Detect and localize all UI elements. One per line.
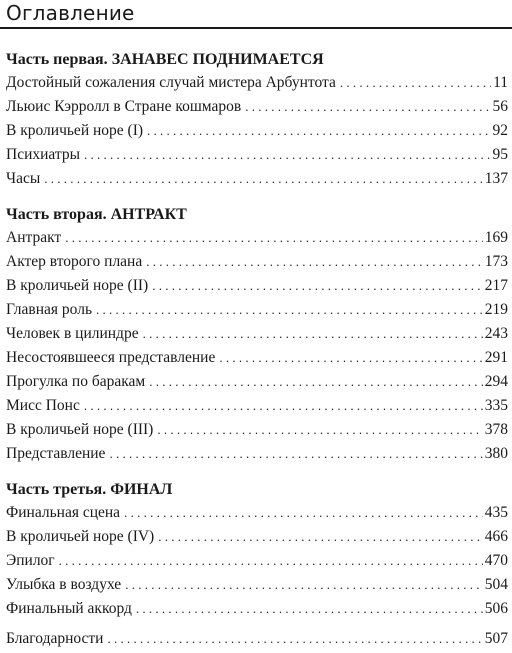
entry-page: 243 <box>484 325 508 342</box>
dot-leader <box>107 629 482 648</box>
entry-page: 435 <box>484 504 508 521</box>
toc-entry[interactable] <box>6 121 508 145</box>
toc-entry[interactable] <box>6 599 508 623</box>
entry-title: Антракт <box>6 229 62 246</box>
toc-entry[interactable] <box>6 348 508 372</box>
dot-leader <box>84 145 490 164</box>
dot-leader <box>65 228 483 247</box>
entry-title: Благодарности <box>6 630 104 647</box>
part-label: Часть третья. <box>6 481 107 498</box>
dot-leader <box>158 527 483 546</box>
entry-title: Достойный сожаления случай мистера Арбунтота <box>6 74 336 91</box>
entry-title: Льюис Кэрролл в Стране кошмаров <box>6 98 242 115</box>
dot-leader <box>124 503 483 522</box>
toc-entry[interactable] <box>6 228 508 252</box>
toc-entry[interactable] <box>6 73 508 97</box>
entry-page: 217 <box>484 277 508 294</box>
toc-entry[interactable] <box>6 276 508 300</box>
entry-title: В кроличьей норе (IV) <box>6 528 155 545</box>
dot-leader <box>109 444 482 463</box>
part-name: ЗАНАВЕС ПОДНИМАЕТСЯ <box>111 51 324 68</box>
entry-title: Представление <box>6 445 106 462</box>
dot-leader <box>84 396 483 415</box>
dot-leader <box>219 348 482 367</box>
dot-leader <box>125 575 483 594</box>
toc-entry[interactable] <box>6 503 508 527</box>
dot-leader <box>59 551 483 570</box>
table-of-contents <box>6 29 508 653</box>
page-title: Оглавление <box>6 1 135 25</box>
entry-page: 56 <box>492 98 508 115</box>
dot-leader <box>136 599 483 618</box>
dot-leader <box>44 169 483 188</box>
entry-page: 470 <box>484 552 508 569</box>
entry-page: 137 <box>484 170 508 187</box>
entry-title: Прогулка по баракам <box>6 373 146 390</box>
entry-page: 466 <box>484 528 508 545</box>
toc-entry[interactable] <box>6 169 508 193</box>
part-name: АНТРАКТ <box>110 206 187 223</box>
entry-title: Эпилог <box>6 552 55 569</box>
entry-page: 380 <box>484 445 508 462</box>
dot-leader <box>143 324 483 343</box>
entry-title: В кроличьей норе (II) <box>6 277 149 294</box>
dot-leader <box>245 97 490 116</box>
dot-leader <box>96 300 483 319</box>
dot-leader <box>147 121 490 140</box>
entry-page: 173 <box>484 253 508 270</box>
entry-page: 219 <box>484 301 508 318</box>
entry-page: 294 <box>484 373 508 390</box>
entry-title: В кроличьей норе (III) <box>6 421 154 438</box>
toc-entry-acknowledgements[interactable] <box>6 629 508 653</box>
entry-page: 95 <box>492 146 508 163</box>
part-heading-2 <box>6 205 508 225</box>
toc-entry[interactable] <box>6 300 508 324</box>
entry-page: 11 <box>493 74 508 91</box>
entry-page: 507 <box>484 630 508 647</box>
entry-title: Мисс Понс <box>6 397 80 414</box>
dot-leader <box>146 252 483 271</box>
page-header <box>0 0 512 30</box>
entry-page: 335 <box>484 397 508 414</box>
entry-page: 92 <box>492 122 508 139</box>
toc-entry[interactable] <box>6 444 508 468</box>
toc-entry[interactable] <box>6 575 508 599</box>
entry-title: Часы <box>6 170 41 187</box>
dot-leader <box>149 372 483 391</box>
dot-leader <box>340 73 491 92</box>
toc-entry[interactable] <box>6 252 508 276</box>
part-label: Часть вторая. <box>6 206 107 223</box>
toc-entry[interactable] <box>6 396 508 420</box>
dot-leader <box>152 276 483 295</box>
dot-leader <box>157 420 482 439</box>
part-label: Часть первая. <box>6 51 108 68</box>
entry-title: Финальный аккорд <box>6 600 132 617</box>
toc-entry[interactable] <box>6 97 508 121</box>
entry-page: 504 <box>484 576 508 593</box>
entry-title: Финальная сцена <box>6 504 121 521</box>
entry-title: В кроличьей норе (I) <box>6 122 144 139</box>
toc-entry[interactable] <box>6 551 508 575</box>
part-name: ФИНАЛ <box>110 481 173 498</box>
toc-entry[interactable] <box>6 527 508 551</box>
entry-title: Улыбка в воздухе <box>6 576 122 593</box>
toc-entry[interactable] <box>6 145 508 169</box>
entry-title: Человек в цилиндре <box>6 325 139 342</box>
part-heading-1 <box>6 50 508 70</box>
entry-page: 169 <box>484 229 508 246</box>
entry-page: 506 <box>484 600 508 617</box>
entry-title: Психиатры <box>6 146 81 163</box>
entry-page: 378 <box>484 421 508 438</box>
entry-page: 291 <box>484 349 508 366</box>
toc-entry[interactable] <box>6 372 508 396</box>
entry-title: Актер второго плана <box>6 253 143 270</box>
entry-title: Несостоявшееся представление <box>6 349 216 366</box>
entry-title: Главная роль <box>6 301 93 318</box>
toc-entry[interactable] <box>6 324 508 348</box>
toc-entry[interactable] <box>6 420 508 444</box>
part-heading-3 <box>6 480 508 500</box>
